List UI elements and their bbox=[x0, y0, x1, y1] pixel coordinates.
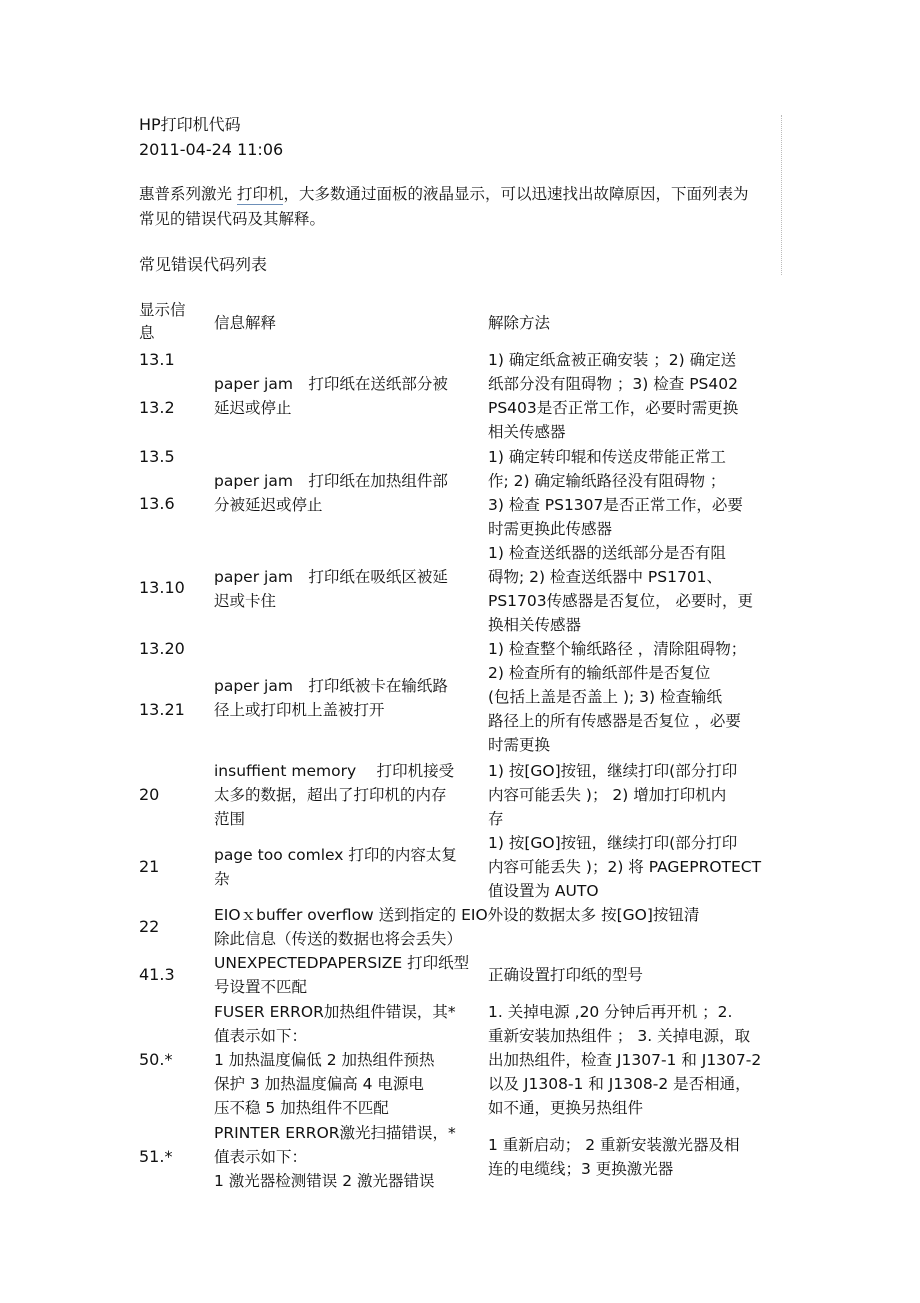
post-datetime: 2011-04-24 11:06 bbox=[139, 140, 284, 159]
error-solution: 正确设置打印纸的型号 bbox=[488, 966, 644, 984]
header-solution: 解除方法 bbox=[488, 314, 551, 332]
error-explanation: UNEXPECTEDPAPERSIZE 打印纸型 号设置不匹配 bbox=[214, 954, 470, 996]
header-explanation: 信息解释 bbox=[214, 314, 277, 332]
margin-divider bbox=[781, 115, 782, 275]
error-solution: 1) 按[GO]按钮，继续打印(部分打印 内容可能丢失 )； 2) 增加打印机内 存 bbox=[488, 762, 738, 828]
error-solution: 1) 检查整个输纸路径 ，清除阻碍物； 2) 检查所有的输纸部件是否复位 (包括上盖是否盖上 ); 3) 检查输纸 路径上的所有传感器是否复位 ，必要 时需更换 bbox=[488, 640, 747, 754]
error-solution: 1) 按[GO]按钮，继续打印(部分打印 内容可能丢失 )；2) 将 PAGEPROTECT 值设置为 AUTO bbox=[488, 834, 762, 900]
error-explanation: EIOｘbuffer overflow 送到指定的 EIO外设的数据太多 按[GO]按钮清 除此信息（传送的数据也将会丢失） bbox=[214, 906, 700, 948]
intro-text-start: 惠普系列激光 bbox=[139, 185, 237, 203]
error-explanation: paper jam 打印纸被卡在输纸路 径上或打印机上盖被打开 bbox=[214, 677, 448, 719]
error-code: 13.6 bbox=[139, 494, 175, 513]
error-code: 13.10 bbox=[139, 578, 185, 597]
error-code: 13.1 bbox=[139, 350, 175, 369]
error-explanation: PRINTER ERROR激光扫描错误，* 值表示如下： 1 激光器检测错误 2 激光器错误 bbox=[214, 1124, 456, 1190]
error-solution: 1) 确定转印辊和传送皮带能正常工 作; 2) 确定输纸路径没有阻碍物 ； 3) 检查 PS1307是否正常工作，必要 时需更换此传感器 bbox=[488, 448, 743, 538]
header-code: 显示信息 bbox=[139, 301, 186, 342]
error-code: 13.5 bbox=[139, 447, 175, 466]
error-solution: 1) 确定纸盒被正确安装 ；2) 确定送 纸部分没有阻碍物 ；3) 检查 PS402 PS403是否正常工作，必要时需更换 相关传感器 bbox=[488, 351, 739, 441]
error-code: 13.2 bbox=[139, 398, 175, 417]
error-code: 22 bbox=[139, 917, 160, 936]
error-code: 20 bbox=[139, 785, 160, 804]
error-code: 13.21 bbox=[139, 700, 185, 719]
error-explanation: paper jam 打印纸在吸纸区被延 迟或卡住 bbox=[214, 568, 448, 610]
section-title: 常见错误代码列表 bbox=[139, 255, 268, 274]
error-explanation: insuffient memory 打印机接受 太多的数据，超出了打印机的内存 范围 bbox=[214, 762, 455, 828]
intro-text-end: ，大多数通过面板的液晶显示，可以迅速找出故障原因，下面列表为常见的错误代码及其解释。 bbox=[139, 185, 749, 228]
error-explanation: paper jam 打印纸在送纸部分被 延迟或停止 bbox=[214, 375, 448, 417]
printer-link[interactable]: 打印机 bbox=[236, 185, 284, 203]
error-solution: 1) 检查送纸器的送纸部分是否有阻 碍物; 2) 检查送纸器中 PS1701、 PS1703传感器是否复位， 必要时，更 换相关传感器 bbox=[488, 544, 754, 634]
error-code: 13.20 bbox=[139, 639, 185, 658]
error-explanation: page too comlex 打印的内容太复 杂 bbox=[214, 846, 457, 888]
error-solution: 1 重新启动； 2 重新安装激光器及相 连的电缆线；3 更换激光器 bbox=[488, 1136, 740, 1178]
error-code: 41.3 bbox=[139, 965, 175, 984]
error-explanation: FUSER ERROR加热组件错误，其* 值表示如下： 1 加热温度偏低 2 加热组件预热 保护 3 加热温度偏高 4 电源电 压不稳 5 加热组件不匹配 bbox=[214, 1003, 456, 1117]
error-solution: 1. 关掉电源 ,20 分钟后再开机 ；2. 重新安装加热组件 ； 3. 关掉电源，取 出加热组件，检查 J1307-1 和 J1307-2 以及 J1308-1 和 J1308-2 是否相通， 如不通，更换另热组件 bbox=[488, 1003, 762, 1117]
page-title: HP打印机代码 bbox=[139, 115, 241, 134]
error-code: 51.* bbox=[139, 1147, 173, 1166]
error-explanation: paper jam 打印纸在加热组件部 分被延迟或停止 bbox=[214, 472, 448, 514]
error-code: 50.* bbox=[139, 1050, 173, 1069]
error-code: 21 bbox=[139, 857, 160, 876]
intro-paragraph bbox=[139, 182, 759, 232]
